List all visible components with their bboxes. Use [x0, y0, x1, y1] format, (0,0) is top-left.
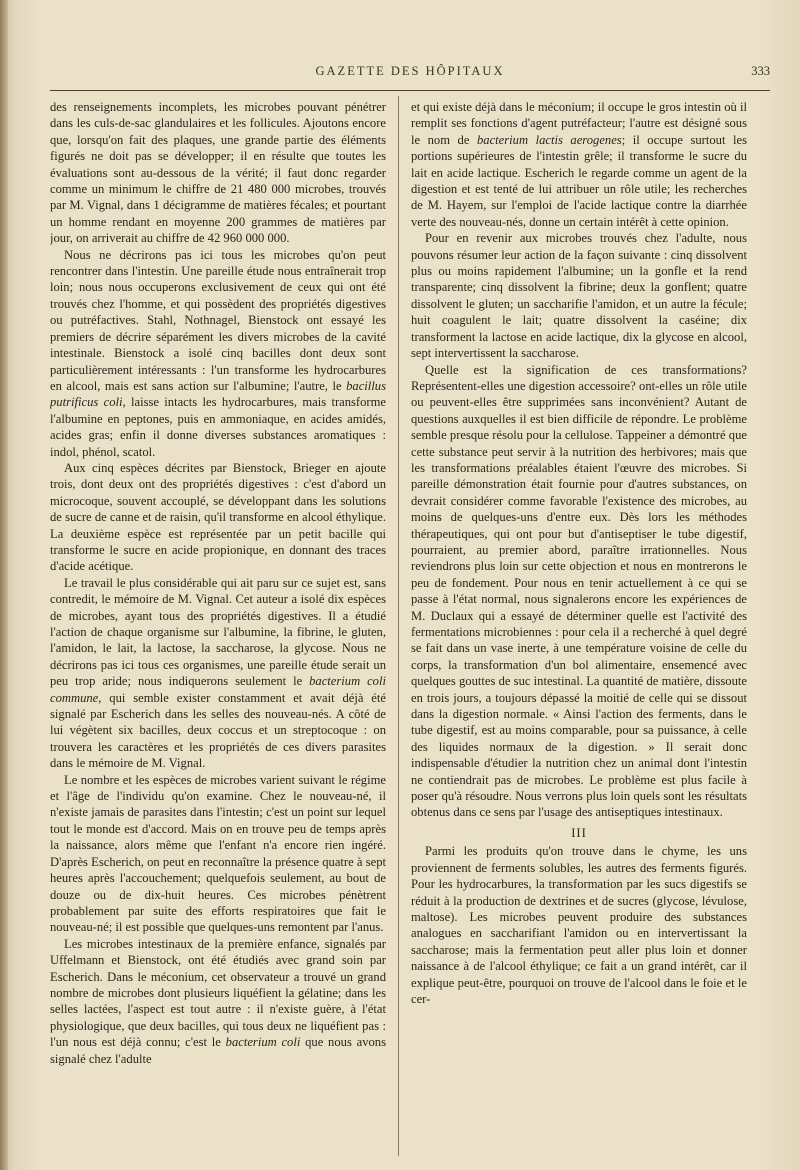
section-number: III	[571, 825, 587, 840]
text-run: Le nombre et les espèces de microbes varient suivant le régime et l'âge de l'individu qu'on examine. Chez le nouveau-né, il n'existe jamais de parasites dans l'intestin; c'est un point sur lequel tout le monde est d'accord. Mais on en trouve peu de temps après la naissance, alors même que l'enfant n'a encore rien ingéré. D'après Escherich, on peut en reconnaître la présence quatre à sept heures après l'accouchement; quelquefois seulement, au bout de douze ou de dix-huit heures. Ces microbes pénètrent probablement par suite des efforts respiratoires que fait le nouveau-né; il est possible que quelques-uns remontent par l'anus.	[50, 772, 386, 935]
paragraph	[50, 460, 386, 575]
paragraph	[411, 99, 747, 230]
italic-term: bacterium coli commune	[50, 674, 386, 705]
text-run: Les microbes intestinaux de la première enfance, signalés par Uffelmann et Bienstock, ont été étudiés avec grand soin par Escherich. Dans le méconium, cet observateur a trouvé un grand nombre de microbes dont plusieurs liquéfient la gélatine; dans les selles lactées, l'aspect est tout autre : il n'existe guère, à l'état physiologique, que deux bacilles, qui tous deux ne liquéfient pas : l'un nous est déjà connu; c'est le	[50, 936, 386, 1050]
journal-title: GAZETTE DES HÔPITAUX	[315, 64, 505, 78]
text-run: , qui semble exister constamment et avait déjà été signalé par Escherich dans les selles des nouveau-nés. A côté de lui végètent six bacilles, deux coccus et un streptocoque : on trouvera les caractères et les propriétés de ces divers parasites dans le mémoire de M. Vignal.	[50, 690, 386, 771]
italic-term: bacillus putrificus coli	[50, 378, 386, 410]
text-run: des renseignements incomplets, les microbes pouvant pénétrer dans les culs-de-sac glandulaires et les follicules. Ajoutons encore que, lorsqu'on fait des plaques, une grande partie des éléments figurés ne doit pas se développer; il en résulte que toutes les évaluations sont au-dessous de la vérité; il faut donc regarder comme un minimum le chiffre de 21 480 000 microbes, trouvés par M. Vignal, dans 1 décigramme de matières fécales; et pourtant un homme rendant en moyenne 200 grammes de matières par jour, on arriverait au chiffre de 42 960 000 000.	[50, 100, 386, 246]
italic-term: bacterium lactis aerogenes	[476, 132, 622, 147]
right-column	[411, 99, 747, 1159]
text-run: Quelle est la signification de ces transformations? Représentent-elles une digestion accessoire? ont-elles un rôle utile ou peuvent-elles être supprimées sans inconvénient? Autant de questions auxquelles il est bien difficile de répondre. Le problème semble presque résolu pour la cellulose. Tappeiner a démontré que cette substance peut servir à la nutrition des herbivores; mais que les transformations préalables étaient l'œuvre des microbes. Si pareille démonstration était fournie pour d'autres substances, on devrait considérer comme favorable l'existence des microbes, au moins de quelques-uns d'entre eux. Dès lors les méthodes thérapeutiques, qui ont pour but d'antiseptiser le tube digestif, pourraient, au premier abord, paraître irrationnelles. Nous reviendrons plus loin sur cette objection et nous en montrerons le peu de fondement. Pour nous en tenir actuellement à ce qui se passe à l'état normal, nous signalerons encore les expériences de M. Duclaux qui a essayé de déterminer quelle est l'activité des fermentations microbiennes : pour cela il a recherché à quel degré se fait dans un vase inerte, à une température voisine de celle du corps, la transformation d'un bol alimentaire, ensemencé avec quelques gouttes de suc intestinal. La quantité de matière, dissoute en trois jours, a toujours dépassé la moitié de celle qui se dissout dans la digestion normale. « Ainsi l'action des ferments, dans le tube digestif, est au moins comparable, pour sa puissance, à celle des liquides normaux de la digestion. » Il serait donc indispensable d'étudier la nutrition chez un animal dont l'intestin ne contiendrait pas de microbes. Le problème est plus facile à poser qu'à résoudre. Nous verrons plus loin quels sont les résultats obtenus dans ce sens par l'usage des antiseptiques intestinaux.	[411, 362, 747, 820]
paragraph	[411, 230, 747, 361]
italic-term: bacterium coli	[225, 1035, 301, 1050]
page-binding-edge	[0, 0, 8, 1170]
header-rule	[50, 90, 770, 91]
text-run: Nous ne décrirons pas ici tous les microbes qu'on peut rencontrer dans l'intestin. Une pareille étude nous entraînerait trop loin; nous nous occuperons exclusivement de ceux qui ont été trouvés chez l'homme, et qui possèdent des propriétés digestives ou putréfactives. Stahl, Nothnagel, Bienstock ont essayé les premiers de décrire séparément les divers microbes de la cavité intestinale. Bienstock a isolé cinq bacilles dont deux sont particulièrement intéressants : l'un transforme les hydrocarbures en alcool, mais est sans action sur l'albumine; l'autre, le	[50, 247, 386, 393]
paragraph	[50, 936, 386, 1067]
text-run: Le travail le plus considérable qui ait paru sur ce sujet est, sans contredit, le mémoire de M. Vignal. Cet auteur a isolé dix espèces de microbes, ayant tous des propriétés digestives. Il a étudié l'action de chaque organisme sur l'albumine, la fibrine, le gluten, l'amidon, le lait, la lactose, la saccharose, la glycose. Nous ne décrirons pas ici tous ces organismes, une pareille étude serait un peu trop aride; nous indiquerons seulement le	[50, 575, 386, 689]
text-run: Aux cinq espèces décrites par Bienstock, Brieger en ajoute trois, dont deux ont des propriétés digestives : c'est d'abord un microcoque, souvent accouplé, se développant dans les solutions de sucre de canne et de raisin, qu'il transforme en alcool éthylique. La deuxième espèce est représentée par un petit bacille qui transforme le sucre en acide propionique, en donnant des traces d'acide acétique.	[50, 460, 386, 574]
left-column	[50, 99, 386, 1159]
text-run: Parmi les produits qu'on trouve dans le chyme, les uns proviennent de ferments solubles, les autres des ferments figurés. Pour les hydrocarbures, la transformation par les sucs digestifs se réduit à la production de dextrines et de sucres (glycose, lévulose, maltose). Les microbes peuvent produire des substances analogues en saccharifiant l'amidon ou en intervertissant la saccharose; mais la fermentation peut aller plus loin et donner naissance à de l'alcool éthylique; ce fait a un grand intérêt, car il explique peut-être, pourquoi on trouve de l'alcool dans le foie et le cer-	[411, 844, 747, 1006]
paragraph	[50, 772, 386, 936]
paragraph	[50, 247, 386, 460]
page-number: 333	[751, 64, 770, 78]
text-run: , laisse intacts les hydrocarbures, mais transforme l'albumine en peptones, puis en ammoniaque, en acides amidés, acides gras; enfin il donne diverses substances aromatiques : indol, phénol, scatol.	[50, 395, 386, 459]
text-run: que nous avons signalé chez l'adulte	[50, 1035, 386, 1066]
paragraph	[411, 362, 747, 821]
paragraph	[50, 99, 386, 247]
column-separator	[398, 96, 399, 1156]
paragraph	[411, 843, 747, 1007]
paragraph	[50, 575, 386, 772]
page-header	[50, 64, 770, 88]
text-run: et qui existe déjà dans le méconium; il occupe le gros intestin où il remplit ses fonctions d'agent putréfacteur; l'autre est désigné sous le nom de	[411, 100, 747, 147]
text-run: ; il occupe surtout les portions supérieures de l'intestin grêle; il transforme le sucre du lait en acide lactique. Escherich le regarde comme un agent de la digestion et est tenté de lui attribuer un rôle utile; les recherches de M. Hayem, sur l'emploi de l'acide lactique contre la diarrhée verte des nouveau-nés, donne un certain intérêt à cette opinion.	[411, 132, 747, 229]
text-run: Pour en revenir aux microbes trouvés chez l'adulte, nous pouvons résumer leur action de la façon suivante : cinq dissolvent plus ou moins rapidement l'albumine; un la gonfle et la rend transparente; cinq dissolvent la fibrine; deux la gonflent; quatre dissolvent le gluten; un saccharifie l'amidon, et un autre la fécule; huit coagulent le lait; quatre dissolvent la caséine; dix transforment la lactose en acide lactique, dix la glycose en alcool, sept intervertissent la saccharose.	[411, 231, 747, 361]
